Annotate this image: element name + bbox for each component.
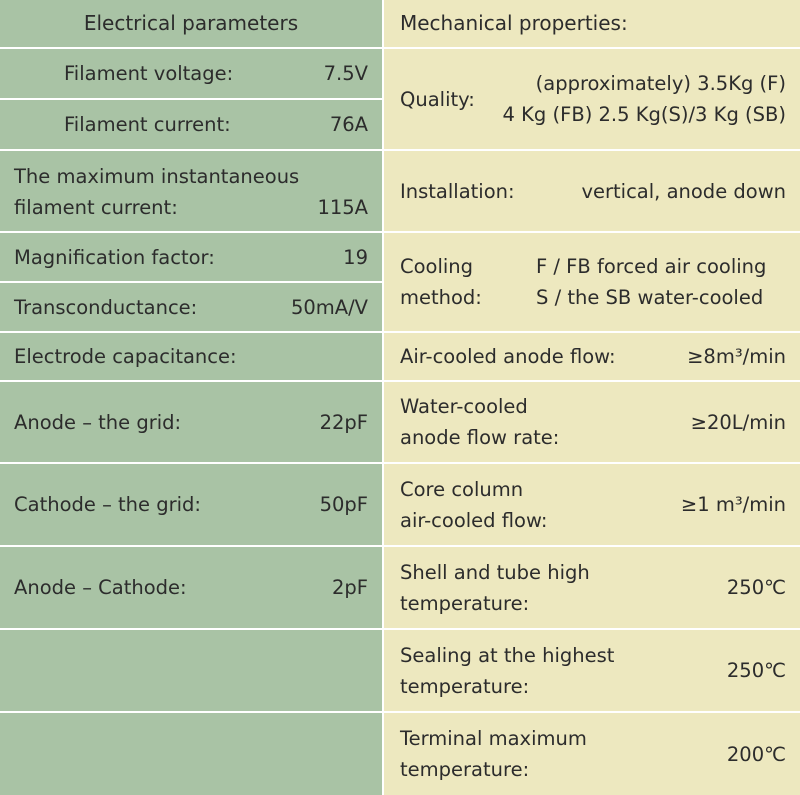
- param-value: 7.5V: [323, 62, 368, 85]
- param-value: 250℃: [726, 659, 786, 682]
- row-filament-voltage: [0, 49, 382, 98]
- row-core-column-flow: [384, 464, 800, 545]
- row-sealing-temperature: [384, 630, 800, 711]
- param-label: Air-cooled anode flow:: [400, 345, 616, 368]
- param-label: [400, 640, 614, 702]
- param-label: [400, 474, 547, 536]
- row-anode-cathode: [0, 547, 382, 628]
- param-label-line1: Core column: [400, 477, 524, 501]
- row-max-instantaneous-current: [0, 151, 382, 231]
- quality-line1: (approximately) 3.5Kg (F): [535, 72, 786, 95]
- param-label: [400, 723, 587, 785]
- param-label: [14, 161, 299, 223]
- row-quality: [384, 49, 800, 149]
- param-value: 250℃: [726, 576, 786, 599]
- param-value: 50pF: [319, 493, 368, 516]
- param-label-line1: The maximum instantaneous: [14, 165, 300, 188]
- param-label: [400, 391, 559, 453]
- mechanical-header-text: Mechanical properties:: [400, 11, 628, 35]
- row-divider: [0, 711, 382, 713]
- param-label: [400, 557, 590, 619]
- row-transconductance: [0, 283, 382, 331]
- quality-line2: 4 Kg (FB) 2.5 Kg(S)/3 Kg (SB): [502, 103, 786, 126]
- row-cathode-grid: [0, 464, 382, 545]
- param-value: 76A: [329, 113, 368, 136]
- param-label: Installation:: [400, 179, 515, 203]
- param-value: 50mA/V: [290, 295, 368, 319]
- param-label-line1: Shell and tube high: [400, 560, 590, 584]
- param-label: Cathode – the grid:: [14, 493, 201, 516]
- param-label-line1: Water-cooled: [400, 395, 528, 418]
- row-water-cooled-anode-flow: [384, 382, 800, 462]
- electrical-header: [0, 0, 382, 47]
- param-label-line1: Sealing at the highest: [400, 643, 615, 667]
- param-label: Magnification factor:: [14, 245, 215, 269]
- param-value: ≥8m³/min: [687, 345, 786, 368]
- param-label-line1: Terminal maximum: [400, 727, 587, 750]
- param-label-line2: temperature:: [400, 591, 530, 615]
- param-value: 2pF: [331, 576, 368, 599]
- param-label-line2: filament current:: [14, 196, 178, 219]
- row-air-cooled-anode-flow: [384, 333, 800, 380]
- param-value: ≥20L/min: [690, 410, 786, 434]
- param-label: Filament current:: [64, 113, 231, 136]
- row-filament-current: [0, 100, 382, 149]
- param-label-line2: temperature:: [400, 674, 530, 698]
- row-electrode-capacitance: [0, 333, 382, 380]
- param-label: Anode – the grid:: [14, 410, 182, 434]
- param-value: 200℃: [726, 742, 786, 766]
- mechanical-header: [384, 0, 800, 47]
- param-label: Electrode capacitance:: [14, 345, 237, 368]
- param-label: Transconductance:: [14, 295, 198, 319]
- cooling-line2: S / the SB water-cooled: [536, 286, 764, 309]
- row-magnification-factor: [0, 233, 382, 281]
- param-label: Anode – Cathode:: [14, 576, 187, 599]
- param-label-line1: Cooling: [400, 255, 474, 278]
- param-value: [503, 68, 786, 130]
- electrical-header-text: Electrical parameters: [83, 11, 299, 35]
- row-terminal-temperature: [384, 713, 800, 795]
- param-label: Quality:: [400, 87, 475, 111]
- row-cooling-method: [384, 233, 800, 331]
- param-value: [536, 251, 766, 313]
- cooling-line1: F / FB forced air cooling: [536, 255, 767, 278]
- row-shell-tube-temperature: [384, 547, 800, 628]
- param-label-line2: air-cooled flow:: [400, 508, 548, 532]
- row-installation: [384, 151, 800, 231]
- param-label-line2: anode flow rate:: [400, 426, 560, 449]
- param-label-line2: method:: [400, 286, 482, 309]
- param-label: Filament voltage:: [64, 62, 234, 85]
- row-divider: [0, 628, 382, 630]
- param-value: 19: [343, 245, 368, 269]
- param-value: 115A: [317, 196, 368, 219]
- param-value: ≥1 m³/min: [680, 493, 786, 516]
- param-value: vertical, anode down: [581, 179, 786, 203]
- param-value: 22pF: [319, 410, 368, 434]
- param-label-line2: temperature:: [400, 758, 530, 781]
- row-anode-grid: [0, 382, 382, 462]
- param-label: [400, 251, 536, 313]
